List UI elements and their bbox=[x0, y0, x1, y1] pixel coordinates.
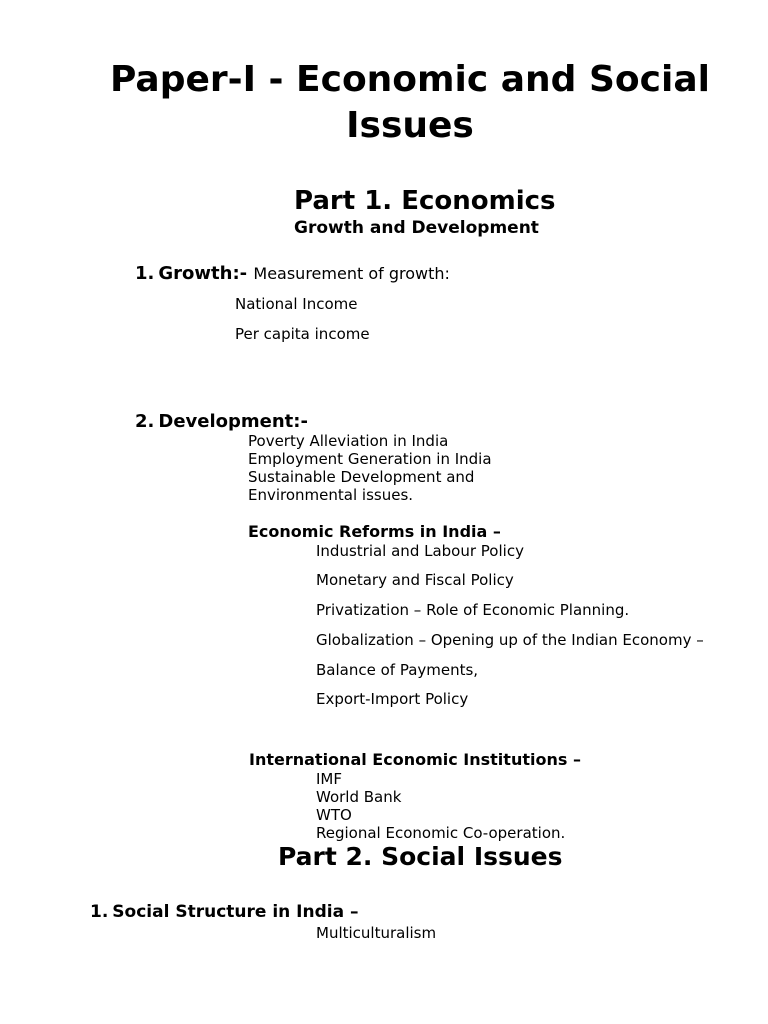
institutions-item: World Bank bbox=[316, 788, 402, 806]
social-structure-heading bbox=[90, 902, 359, 922]
development-item: Poverty Alleviation in India bbox=[248, 432, 449, 450]
growth-item: Per capita income bbox=[235, 325, 370, 343]
growth-item: National Income bbox=[235, 295, 358, 313]
development-item: Employment Generation in India bbox=[248, 450, 492, 468]
social-structure-label: Social Structure in India – bbox=[112, 902, 359, 922]
reforms-item: Balance of Payments, bbox=[316, 661, 479, 679]
development-label: Development:- bbox=[158, 411, 308, 432]
growth-number: 1. bbox=[135, 263, 155, 284]
growth-heading bbox=[135, 263, 450, 284]
social-structure-item: Multiculturalism bbox=[316, 924, 437, 942]
institutions-item: WTO bbox=[316, 806, 352, 824]
reforms-item: Privatization – Role of Economic Planning. bbox=[316, 601, 630, 619]
development-item: Environmental issues. bbox=[248, 486, 414, 504]
reforms-item: Monetary and Fiscal Policy bbox=[316, 571, 514, 589]
part1-subheading: Growth and Development bbox=[294, 218, 539, 238]
reforms-item: Export-Import Policy bbox=[316, 690, 469, 708]
part2-heading: Part 2. Social Issues bbox=[278, 842, 563, 871]
development-item: Sustainable Development and bbox=[248, 468, 475, 486]
development-number: 2. bbox=[135, 411, 155, 432]
page-title-line-2: Issues bbox=[346, 105, 474, 146]
development-heading bbox=[135, 411, 308, 432]
reforms-item: Industrial and Labour Policy bbox=[316, 542, 524, 560]
reforms-heading: Economic Reforms in India – bbox=[248, 522, 501, 541]
growth-tail: Measurement of growth: bbox=[253, 264, 450, 283]
reforms-item: Globalization – Opening up of the Indian Economy – bbox=[316, 631, 704, 649]
institutions-item: IMF bbox=[316, 770, 342, 788]
institutions-item: Regional Economic Co-operation. bbox=[316, 824, 566, 842]
growth-label: Growth:- bbox=[158, 263, 248, 284]
page-title-line-1: Paper-I - Economic and Social bbox=[110, 59, 710, 100]
social-structure-number: 1. bbox=[90, 902, 109, 922]
institutions-heading: International Economic Institutions – bbox=[249, 750, 581, 769]
part1-heading: Part 1. Economics bbox=[294, 186, 556, 216]
